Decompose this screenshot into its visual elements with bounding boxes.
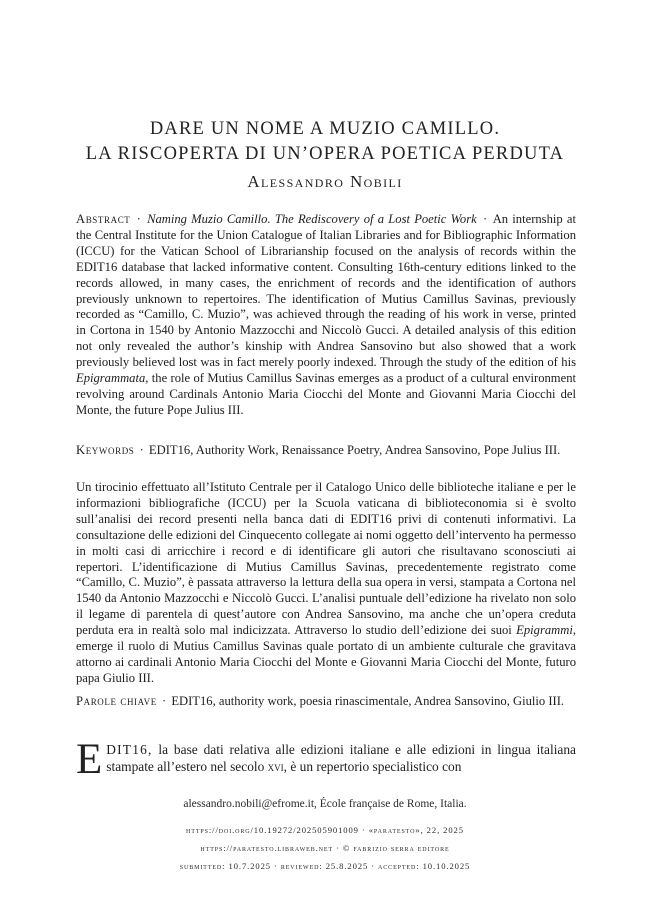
parole-chiave-text: EDIT16, authority work, poesia rinascimentale, Andrea Sansovino, Giulio III. <box>171 694 565 708</box>
parole-chiave-label: Parole chiave <box>76 694 157 708</box>
article-title <box>0 117 650 167</box>
abstract-paragraph <box>76 212 576 419</box>
body-century: xvi <box>267 759 284 774</box>
riassunto-paragraph <box>76 480 576 687</box>
parole-chiave-paragraph <box>76 694 576 710</box>
riassunto-text-end: , emerge il ruolo di Mutius Camillus Savinas quale portato di un ambiente culturale che gravitava attorno ai cardinali Antonio Maria Ciocchi del Monte e Giovanni Maria Ciocchi del Monte, futuro papa Giulio III. <box>76 623 576 685</box>
drop-cap: E <box>76 736 103 783</box>
author-name: Alessandro Nobili <box>247 172 403 191</box>
body-lead-word: DIT16, <box>106 742 153 757</box>
footer-dates: submitted: 10.7.2025 · reviewed: 25.8.2025 · accepted: 10.10.2025 <box>179 861 471 871</box>
keywords-separator: · <box>139 443 144 457</box>
title-line-1: DARE UN NOME A MUZIO CAMILLO. <box>149 119 501 139</box>
title-line-2: LA RISCOPERTA DI UN’OPERA POETICA PERDUTA <box>85 144 565 164</box>
keywords-paragraph <box>76 443 576 459</box>
abstract-title-separator: · <box>482 212 488 226</box>
riassunto-epigrammi: Epigrammi <box>516 623 573 638</box>
abstract-text-end: , the role of Mutius Camillus Savinas emerges as a product of a cultural environment revolving around Cardinals Antonio Maria Ciocchi del Monte and Giovanni Maria Ciocchi del Monte, the future Pope Julius III. <box>76 371 576 417</box>
abstract-label: Abstract <box>76 212 131 226</box>
abstract-text: An internship at the Central Institute for the Union Catalogue of Italian Libraries and for Bibliographic Information (ICCU) for the Vatican School of Librarianship focused on the analysis of records within the EDIT16 database that lacked informative content. Consulting 16th-century editions linked to the records allowed, in many cases, the enrichment of records and the identification of authors previously unknown to repertoires. The identification of Mutius Camillus Savinas, previously recorded as “Camillo, C. Muzio”, was achieved through the reading of his work in verse, printed in Cortona in 1540 by Antonio Mazzocchi and Niccolò Gucci. A detailed analysis of this edition not only revealed the author’s kinship with Andrea Sansovino but also showed that a work previously believed lost was in fact merely poorly indexed. Through the study of the edition of his <box>76 212 576 370</box>
footer-doi: https://doi.org/10.19272/202505901009 · «paratesto», 22, 2025 <box>186 825 464 835</box>
keywords-text: EDIT16, Authority Work, Renaissance Poetry, Andrea Sansovino, Pope Julius III. <box>148 443 561 457</box>
abstract-epigrammata: Epigrammata <box>76 371 146 386</box>
keywords-label: Keywords <box>76 443 135 457</box>
footer-author-contact: alessandro.nobili@efrome.it, École française de Rome, Italia. <box>183 798 467 810</box>
parole-chiave-separator: · <box>161 694 167 708</box>
abstract-separator: · <box>136 212 141 226</box>
abstract-work-title: Naming Muzio Camillo. The Rediscovery of a Lost Poetic Work <box>147 212 477 226</box>
body-text-end: , è un repertorio specialistico con <box>283 759 462 774</box>
body-first-paragraph <box>76 736 576 783</box>
body-text: la base dati relativa alle edizioni italiane e alle edizioni in lingua italiana stampate all’estero nel secolo <box>106 742 576 774</box>
footer-publisher: https://paratesto.libraweb.net · © fabrizio serra editore <box>200 843 450 853</box>
riassunto-text: Un tirocinio effettuato all’Istituto Centrale per il Catalogo Unico delle biblioteche italiane e per le informazioni bibliografiche (ICCU) per la Scuola vaticana di biblioteconomia si è svolto sull’analisi dei record presenti nella banca dati di EDIT16 privi di contenuti informativi. La consultazione delle edizioni del Cinquecento collegate ai nomi oggetto dell’intervento ha permesso in molti casi di arricchire i record e di identificare gli autori che risultavano sconosciuti ai repertori. L’identificazione di Mutius Camillus Savinas, precedentemente registrato come “Camillo, C. Muzio”, è passata attraverso la lettura della sua opera in versi, stampata a Cortona nel 1540 da Antonio Mazzocchi e Niccolò Gucci. L’analisi puntuale dell’edizione ha rivelato non solo il legame di parentela di quest’autore con Andrea Sansovino, ma anche che un’opera creduta perduta era in realtà solo mal indicizzata. Attraverso lo studio dell’edizione dei suoi <box>76 480 576 638</box>
